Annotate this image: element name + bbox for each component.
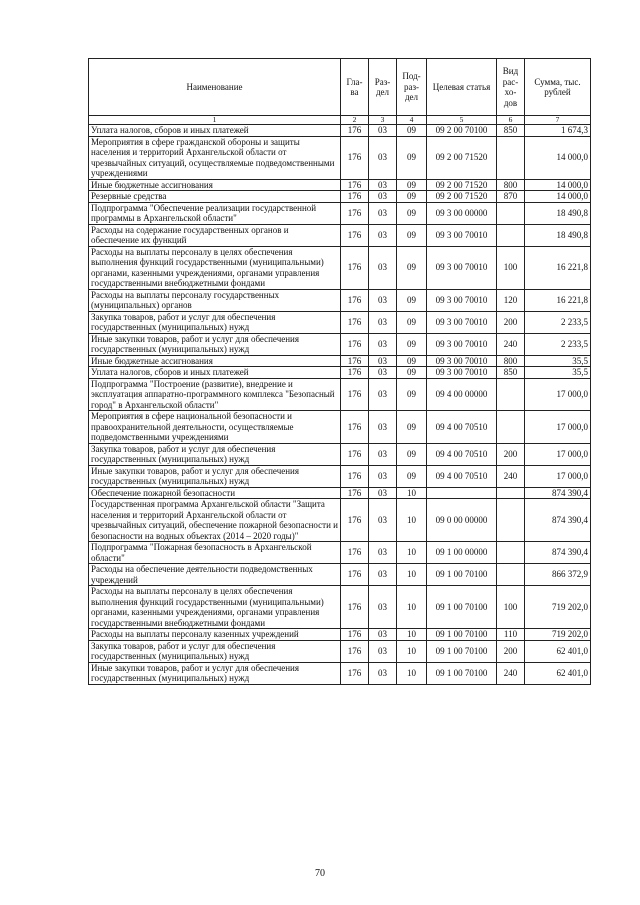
row-sum: 62 401,0	[525, 640, 591, 662]
row-article: 09 3 00 70010	[427, 311, 497, 333]
row-article: 09 0 00 00000	[427, 499, 497, 542]
row-name: Резервные средства	[89, 191, 341, 203]
row-sum: 874 390,4	[525, 542, 591, 564]
row-vid	[497, 224, 525, 246]
row-razdel: 03	[369, 411, 397, 444]
row-razdel: 03	[369, 246, 397, 289]
row-sum: 35,5	[525, 367, 591, 379]
row-podrazdel: 09	[397, 246, 427, 289]
row-article: 09 1 00 00000	[427, 542, 497, 564]
table-row	[89, 443, 591, 465]
row-razdel: 03	[369, 191, 397, 203]
row-name: Расходы на содержание государственных органов и обеспечение их функций	[89, 224, 341, 246]
row-vid: 850	[497, 367, 525, 379]
header-sum: Сумма, тыс. рублей	[525, 59, 591, 116]
row-glava: 176	[341, 586, 369, 629]
row-razdel: 03	[369, 487, 397, 499]
row-name: Обеспечение пожарной безопасности	[89, 487, 341, 499]
row-sum: 14 000,0	[525, 179, 591, 191]
row-vid: 110	[497, 629, 525, 641]
row-name: Иные закупки товаров, работ и услуг для обеспечения государственных (муниципальных) нужд	[89, 465, 341, 487]
row-glava: 176	[341, 202, 369, 224]
table-row	[89, 224, 591, 246]
table-row	[89, 136, 591, 179]
table-row	[89, 378, 591, 411]
row-razdel: 03	[369, 179, 397, 191]
row-vid: 100	[497, 246, 525, 289]
row-vid: 100	[497, 586, 525, 629]
header-name: Наименование	[89, 59, 341, 116]
page-number: 70	[315, 868, 325, 879]
row-podrazdel: 09	[397, 465, 427, 487]
row-razdel: 03	[369, 542, 397, 564]
row-podrazdel: 09	[397, 136, 427, 179]
row-razdel: 03	[369, 202, 397, 224]
row-glava: 176	[341, 333, 369, 355]
row-article: 09 2 00 71520	[427, 179, 497, 191]
row-article: 09 4 00 00000	[427, 378, 497, 411]
budget-page	[88, 58, 590, 685]
row-sum: 16 221,8	[525, 289, 591, 311]
row-glava: 176	[341, 542, 369, 564]
table-row	[89, 487, 591, 499]
table-row	[89, 465, 591, 487]
column-number: 6	[497, 116, 525, 125]
row-glava: 176	[341, 640, 369, 662]
row-glava: 176	[341, 179, 369, 191]
row-podrazdel: 10	[397, 640, 427, 662]
table-row	[89, 289, 591, 311]
row-razdel: 03	[369, 465, 397, 487]
row-sum: 2 233,5	[525, 311, 591, 333]
row-sum: 1 674,3	[525, 125, 591, 137]
column-number: 1	[89, 116, 341, 125]
row-vid	[497, 411, 525, 444]
row-article: 09 3 00 70010	[427, 355, 497, 367]
row-sum: 14 000,0	[525, 191, 591, 203]
row-podrazdel: 09	[397, 125, 427, 137]
row-article: 09 2 00 71520	[427, 136, 497, 179]
row-podrazdel: 09	[397, 191, 427, 203]
row-razdel: 03	[369, 311, 397, 333]
row-name: Расходы на выплаты персоналу в целях обеспечения выполнения функций государственными (муниципальными) органами, казенными учреждениями, органами управления государственными внебюджетными фондами	[89, 586, 341, 629]
row-glava: 176	[341, 662, 369, 684]
header-podrazdel: Под-раз-дел	[397, 59, 427, 116]
row-vid	[497, 378, 525, 411]
header-vid: Вид рас-хо-дов	[497, 59, 525, 116]
row-glava: 176	[341, 443, 369, 465]
row-glava: 176	[341, 487, 369, 499]
row-name: Иные закупки товаров, работ и услуг для обеспечения государственных (муниципальных) нужд	[89, 333, 341, 355]
row-vid	[497, 564, 525, 586]
row-razdel: 03	[369, 640, 397, 662]
row-article: 09 3 00 70010	[427, 367, 497, 379]
row-glava: 176	[341, 411, 369, 444]
table-row	[89, 125, 591, 137]
table-row	[89, 311, 591, 333]
row-razdel: 03	[369, 378, 397, 411]
table-row	[89, 333, 591, 355]
row-name: Мероприятия в сфере гражданской обороны и защиты населения и территорий Архангельской области от чрезвычайных ситуаций, осуществляемые подведомственными учреждениями	[89, 136, 341, 179]
header-article: Целевая статья	[427, 59, 497, 116]
row-vid: 800	[497, 355, 525, 367]
row-name: Мероприятия в сфере национальной безопасности и правоохранительной деятельности, осуществляемые подведомственными учреждениями	[89, 411, 341, 444]
row-name: Иные бюджетные ассигнования	[89, 355, 341, 367]
row-article: 09 3 00 00000	[427, 202, 497, 224]
row-vid: 240	[497, 662, 525, 684]
row-name: Уплата налогов, сборов и иных платежей	[89, 367, 341, 379]
row-razdel: 03	[369, 355, 397, 367]
row-razdel: 03	[369, 586, 397, 629]
row-sum: 18 490,8	[525, 202, 591, 224]
row-vid: 240	[497, 465, 525, 487]
row-name: Иные бюджетные ассигнования	[89, 179, 341, 191]
row-sum: 2 233,5	[525, 333, 591, 355]
row-sum: 14 000,0	[525, 136, 591, 179]
row-razdel: 03	[369, 367, 397, 379]
row-name: Расходы на выплаты персоналу казенных учреждений	[89, 629, 341, 641]
table-row	[89, 191, 591, 203]
column-number: 4	[397, 116, 427, 125]
row-sum: 35,5	[525, 355, 591, 367]
table-row	[89, 411, 591, 444]
row-article	[427, 487, 497, 499]
row-glava: 176	[341, 224, 369, 246]
row-razdel: 03	[369, 443, 397, 465]
row-article: 09 1 00 70100	[427, 640, 497, 662]
row-glava: 176	[341, 367, 369, 379]
row-podrazdel: 09	[397, 224, 427, 246]
row-sum: 17 000,0	[525, 411, 591, 444]
header-row	[89, 59, 591, 116]
table-row	[89, 367, 591, 379]
row-podrazdel: 10	[397, 629, 427, 641]
row-vid: 850	[497, 125, 525, 137]
table-row	[89, 640, 591, 662]
column-number: 2	[341, 116, 369, 125]
row-sum: 16 221,8	[525, 246, 591, 289]
row-glava: 176	[341, 311, 369, 333]
row-vid: 200	[497, 311, 525, 333]
row-podrazdel: 10	[397, 499, 427, 542]
table-row	[89, 355, 591, 367]
row-name: Подпрограмма "Построение (развитие), внедрение и эксплуатация аппаратно-программного комплекса "Безопасный город" в Архангельской области"	[89, 378, 341, 411]
row-glava: 176	[341, 136, 369, 179]
row-razdel: 03	[369, 564, 397, 586]
row-sum: 17 000,0	[525, 465, 591, 487]
row-podrazdel: 10	[397, 662, 427, 684]
row-article: 09 4 00 70510	[427, 411, 497, 444]
table-row	[89, 662, 591, 684]
row-sum: 874 390,4	[525, 487, 591, 499]
row-podrazdel: 09	[397, 367, 427, 379]
row-vid	[497, 542, 525, 564]
row-article: 09 4 00 70510	[427, 465, 497, 487]
budget-table-body	[89, 125, 591, 685]
row-sum: 866 372,9	[525, 564, 591, 586]
row-glava: 176	[341, 355, 369, 367]
row-vid: 200	[497, 640, 525, 662]
row-glava: 176	[341, 125, 369, 137]
table-row	[89, 179, 591, 191]
row-article: 09 1 00 70100	[427, 564, 497, 586]
row-article: 09 3 00 70010	[427, 333, 497, 355]
table-row	[89, 586, 591, 629]
row-vid	[497, 202, 525, 224]
row-glava: 176	[341, 378, 369, 411]
row-vid: 240	[497, 333, 525, 355]
row-razdel: 03	[369, 289, 397, 311]
row-razdel: 03	[369, 125, 397, 137]
row-sum: 17 000,0	[525, 443, 591, 465]
row-vid: 870	[497, 191, 525, 203]
row-name: Подпрограмма "Пожарная безопасность в Архангельской области"	[89, 542, 341, 564]
row-sum: 18 490,8	[525, 224, 591, 246]
row-name: Расходы на выплаты персоналу в целях обеспечения выполнения функций государственными (муниципальными) органами, казенными учреждениями, органами управления государственными внебюджетными фондами	[89, 246, 341, 289]
row-podrazdel: 10	[397, 586, 427, 629]
row-podrazdel: 10	[397, 542, 427, 564]
row-razdel: 03	[369, 662, 397, 684]
row-article: 09 1 00 70100	[427, 586, 497, 629]
row-razdel: 03	[369, 136, 397, 179]
row-podrazdel: 09	[397, 179, 427, 191]
row-razdel: 03	[369, 499, 397, 542]
row-glava: 176	[341, 465, 369, 487]
row-sum: 17 000,0	[525, 378, 591, 411]
row-sum: 62 401,0	[525, 662, 591, 684]
row-vid: 200	[497, 443, 525, 465]
row-podrazdel: 09	[397, 411, 427, 444]
row-podrazdel: 10	[397, 487, 427, 499]
row-glava: 176	[341, 246, 369, 289]
row-podrazdel: 09	[397, 355, 427, 367]
row-name: Расходы на обеспечение деятельности подведомственных учреждений	[89, 564, 341, 586]
row-name: Закупка товаров, работ и услуг для обеспечения государственных (муниципальных) нужд	[89, 640, 341, 662]
header-glava: Гла-ва	[341, 59, 369, 116]
budget-table	[88, 58, 591, 685]
column-number-row	[89, 116, 591, 125]
row-razdel: 03	[369, 224, 397, 246]
row-article: 09 3 00 70010	[427, 246, 497, 289]
row-sum: 719 202,0	[525, 629, 591, 641]
row-podrazdel: 09	[397, 289, 427, 311]
row-glava: 176	[341, 191, 369, 203]
row-name: Уплата налогов, сборов и иных платежей	[89, 125, 341, 137]
row-vid	[497, 499, 525, 542]
column-number: 7	[525, 116, 591, 125]
column-number: 5	[427, 116, 497, 125]
row-name: Закупка товаров, работ и услуг для обеспечения государственных (муниципальных) нужд	[89, 443, 341, 465]
table-row	[89, 499, 591, 542]
row-name: Иные закупки товаров, работ и услуг для обеспечения государственных (муниципальных) нужд	[89, 662, 341, 684]
header-razdel: Раз-дел	[369, 59, 397, 116]
row-podrazdel: 09	[397, 378, 427, 411]
row-article: 09 3 00 70010	[427, 224, 497, 246]
row-podrazdel: 09	[397, 202, 427, 224]
row-name: Подпрограмма "Обеспечение реализации государственной программы в Архангельской области"	[89, 202, 341, 224]
row-article: 09 4 00 70510	[427, 443, 497, 465]
row-podrazdel: 09	[397, 333, 427, 355]
row-glava: 176	[341, 499, 369, 542]
table-row	[89, 564, 591, 586]
row-podrazdel: 09	[397, 443, 427, 465]
row-glava: 176	[341, 564, 369, 586]
row-razdel: 03	[369, 629, 397, 641]
row-article: 09 1 00 70100	[427, 629, 497, 641]
row-name: Закупка товаров, работ и услуг для обеспечения государственных (муниципальных) нужд	[89, 311, 341, 333]
row-name: Расходы на выплаты персоналу государственных (муниципальных) органов	[89, 289, 341, 311]
table-row	[89, 202, 591, 224]
row-vid: 800	[497, 179, 525, 191]
row-razdel: 03	[369, 333, 397, 355]
row-glava: 176	[341, 289, 369, 311]
row-article: 09 2 00 70100	[427, 125, 497, 137]
row-article: 09 3 00 70010	[427, 289, 497, 311]
row-vid	[497, 136, 525, 179]
table-row	[89, 246, 591, 289]
row-sum: 874 390,4	[525, 499, 591, 542]
row-article: 09 2 00 71520	[427, 191, 497, 203]
column-number: 3	[369, 116, 397, 125]
table-row	[89, 629, 591, 641]
table-row	[89, 542, 591, 564]
row-podrazdel: 09	[397, 311, 427, 333]
row-article: 09 1 00 70100	[427, 662, 497, 684]
row-glava: 176	[341, 629, 369, 641]
row-vid	[497, 487, 525, 499]
row-name: Государственная программа Архангельской области "Защита населения и территорий Архангельской области от чрезвычайных ситуаций, обеспечение пожарной безопасности и безопасности на водных объектах (2014 – 2020 годы)"	[89, 499, 341, 542]
row-vid: 120	[497, 289, 525, 311]
row-sum: 719 202,0	[525, 586, 591, 629]
row-podrazdel: 10	[397, 564, 427, 586]
